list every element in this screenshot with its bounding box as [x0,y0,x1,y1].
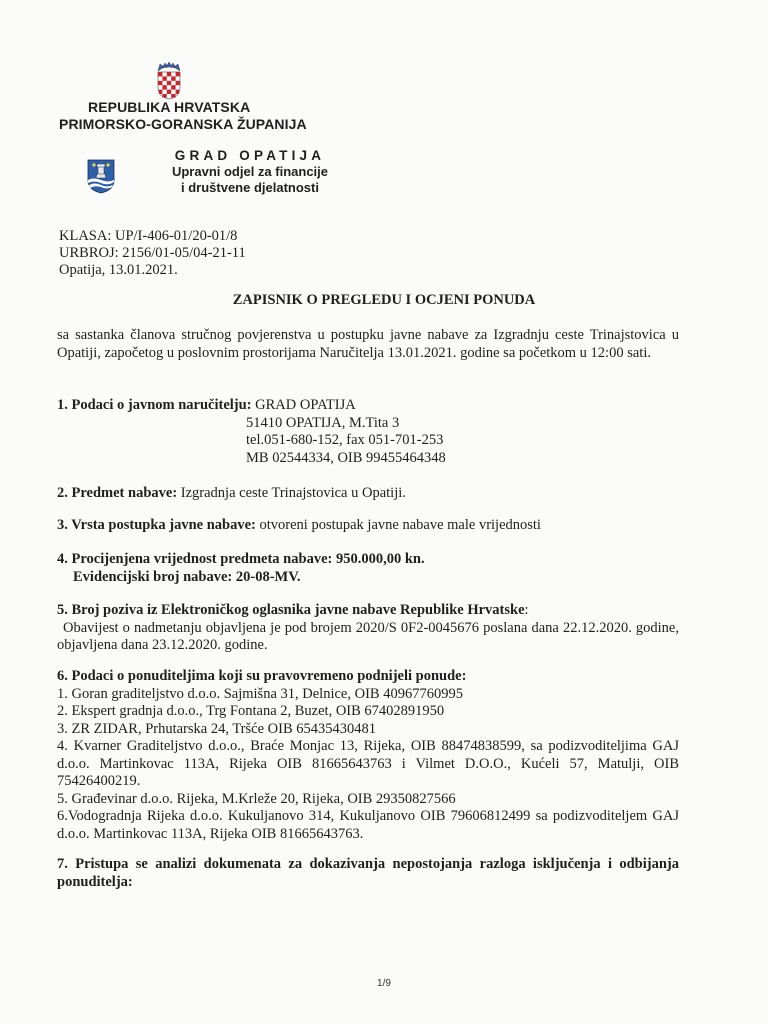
document-meta [59,228,246,279]
section-5-notice [57,602,679,655]
section-6-label: 6. Podaci o ponuditeljima koji su pravovremeno podnijeli ponude: [57,668,467,684]
section-2-subject [57,485,679,503]
notice-text: Obavijest o nadmetanju objavljena je pod brojem 2020/S 0F2-0045676 poslana dana 22.12.2020. godine, objavljena dana 23.12.2020. godine. [57,619,679,653]
page-number: 1/9 [377,978,391,989]
section-4-estimated-value [57,551,679,586]
bidder-item: 6.Vodogradnja Rijeka d.o.o. Kukuljanovo 314, Kukuljanovo OIB 79606812499 sa podizvoditeljem GAJ d.o.o. Martinkovac 113A, Rijeka OIB 81665643763. [57,808,679,842]
urbroj: URBROJ: 2156/01-05/04-21-11 [59,245,246,261]
authority-address: 51410 OPATIJA, M.Tita 3 [246,414,400,431]
document-date: Opatija, 13.01.2021. [59,262,178,278]
section-5-colon: : [524,602,529,618]
authority-ids: MB 02544334, OIB 99455464348 [246,449,446,466]
county-name: PRIMORSKO-GORANSKA ŽUPANIJA [59,116,307,132]
header-department [150,148,350,196]
section-5-label: 5. Broj poziva iz Elektroničkog oglasnika javne nabave Republike Hrvatske [57,602,525,618]
city-name: GRAD OPATIJA [174,148,326,163]
estimated-value: 4. Procijenjena vrijednost predmeta nabave: 950.000,00 kn. [57,551,425,567]
section-6-bidders [57,668,679,843]
bidder-item: 2. Ekspert gradnja d.o.o., Trg Fontana 2, Buzet, OIB 67402891950 [57,703,445,719]
bidder-item: 5. Građevinar d.o.o. Rijeka, M.Krleže 20, Rijeka, OIB 29350827566 [57,790,456,807]
bidder-item: 1. Goran graditeljstvo d.o.o. Sajmišna 31, Delnice, OIB 40967760995 [57,685,463,702]
procurement-number: Evidencijski broj nabave: 20-08-MV. [73,568,301,585]
procedure-value: otvoreni postupak javne nabave male vrijednosti [255,517,541,533]
section-1-contracting-authority [57,397,679,467]
section-3-procedure-type [57,517,679,535]
intro-paragraph: sa sastanka članova stručnog povjerenstva u postupku javne nabave za Izgradnju ceste Trinajstovica u Opatiji, započetog u poslovnim prostorijama Naručitelja 13.01.2021. godine sa početkom u 12:00 sati. [57,327,679,361]
header-authority [59,99,307,133]
bidder-item: 3. ZR ZIDAR, Prhutarska 24, Tršće OIB 65435430481 [57,720,376,737]
subject-value: Izgradnja ceste Trinajstovica u Opatiji. [177,485,406,501]
croatian-coat-of-arms-icon [157,62,181,100]
country-name: REPUBLIKA HRVATSKA [88,99,251,115]
section-3-label: 3. Vrsta postupka javne nabave: [57,517,256,533]
bidder-item: 4. Kvarner Graditeljstvo d.o.o., Braće Monjac 13, Rijeka, OIB 88474838599, sa podizvoditeljima GAJ d.o.o. Martinkovac 113A, Rijeka OIB 81665643763 i Vilmet D.O.O., Kućeli 57, Matulji, OIB 75426400219. [57,738,679,789]
section-7-analysis: 7. Pristupa se analizi dokumenata za dokazivanja nepostojanja razloga isključenja i odbijanja ponuditelja: [57,856,679,890]
department-line-1: Upravni odjel za financije [171,164,329,179]
document-title: ZAPISNIK O PREGLEDU I OCJENI PONUDA [232,292,536,308]
section-2-label: 2. Predmet nabave: [57,485,178,501]
opatija-coat-of-arms-icon [86,158,116,194]
department-line-2: i društvene djelatnosti [181,180,319,195]
authority-name: GRAD OPATIJA [251,397,356,413]
klasa: KLASA: UP/I-406-01/20-01/8 [59,228,238,244]
authority-phone-fax: tel.051-680-152, fax 051-701-253 [246,432,444,448]
section-1-label: 1. Podaci o javnom naručitelju: [57,397,252,413]
